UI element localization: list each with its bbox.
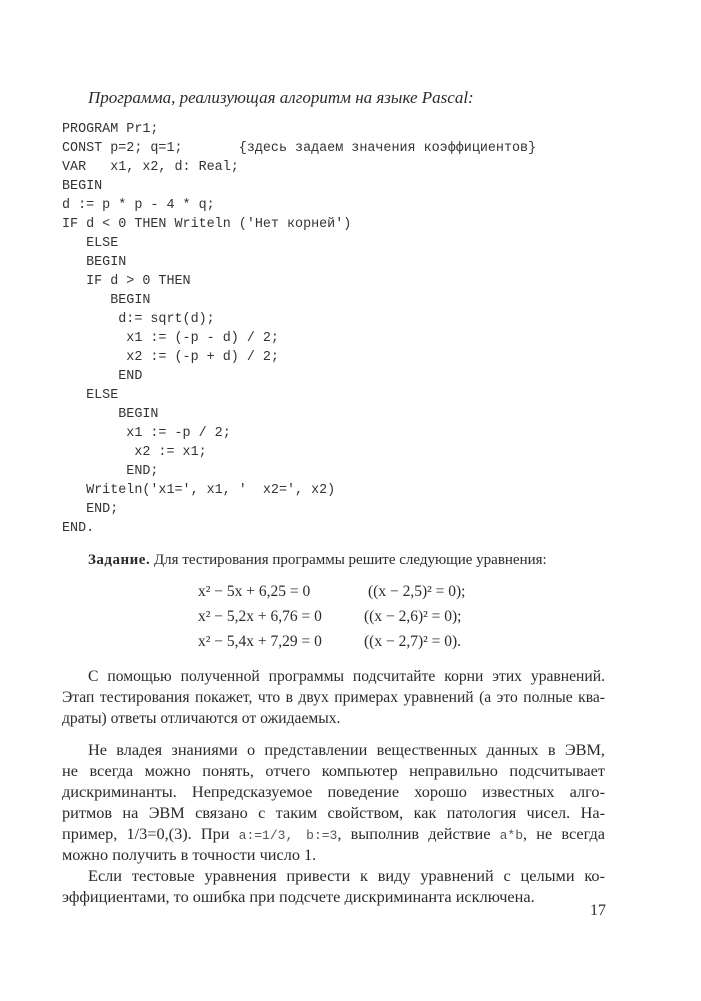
code-line: CONST p=2; q=1; {здесь задаем значения коэффициентов} (62, 141, 537, 156)
code-line: Writeln('x1=', x1, ' x2=', x2) (62, 483, 336, 498)
task-statement (88, 552, 547, 569)
code-line: BEGIN (62, 293, 151, 308)
equation-3: x² − 5,4x + 7,29 = 0 (198, 633, 322, 650)
code-line: BEGIN (62, 407, 159, 422)
equation-2-check: ((x − 2,6)² = 0); (364, 608, 462, 625)
equation-1-check: ((x − 2,5)² = 0); (368, 583, 466, 600)
program-heading: Программа, реализующая алгоритм на языке Pascal: (88, 88, 474, 107)
code-line: x2 := x1; (62, 445, 207, 460)
text-line: драты) ответы отличаются от ожидаемых. (62, 710, 341, 727)
code-line: ELSE (62, 236, 119, 251)
task-label: Задание. (88, 552, 151, 568)
text-line: Этап тестирования покажет, что в двух примерах уравнений (а это полные ква- (62, 689, 605, 706)
code-line: x1 := (-p - d) / 2; (62, 331, 279, 346)
code-line: END; (62, 502, 119, 517)
text-line: Если тестовые уравнения привести к виду уравнений с целыми ко- (88, 866, 605, 885)
equation-1: x² − 5x + 6,25 = 0 (198, 583, 311, 600)
code-line: IF d < 0 THEN Writeln ('Нет корней') (62, 217, 352, 232)
text-line: дискриминанты. Непредсказуемое поведение хорошо известных алго- (62, 782, 605, 801)
task-text: Для тестирования программы решите следующие уравнения: (150, 552, 547, 568)
pascal-code-listing (62, 120, 536, 538)
code-line: PROGRAM Pr1; (62, 122, 159, 137)
text-line: С помощью полученной программы подсчитайте корни этих уравнений. (88, 668, 605, 685)
text-line: не всегда можно понять, отчего компьютер неправильно подсчитывает (62, 761, 605, 780)
code-line: VAR x1, x2, d: Real; (62, 160, 239, 175)
code-line: d:= sqrt(d); (62, 312, 215, 327)
code-inline: a:=1/3, b:=3 (238, 828, 338, 843)
equation-3-check: ((x − 2,7)² = 0). (364, 633, 462, 650)
code-line: ELSE (62, 388, 119, 403)
text-span: , не всегда (523, 824, 605, 843)
code-line: END (62, 369, 143, 384)
text-line: эффициентами, то ошибка при подсчете дискриминанта исключена. (62, 887, 535, 906)
code-line: x1 := -p / 2; (62, 426, 231, 441)
text-span: пример, 1/3=0,(3). При (62, 824, 239, 843)
text-line: можно получить в точности число 1. (62, 845, 317, 864)
code-line: IF d > 0 THEN (62, 274, 191, 289)
code-line: BEGIN (62, 255, 127, 270)
code-line: x2 := (-p + d) / 2; (62, 350, 279, 365)
text-line (62, 823, 605, 844)
code-line: END. (62, 521, 95, 536)
code-line: BEGIN (62, 179, 103, 194)
code-line: END; (62, 464, 159, 479)
paragraph-testing (62, 666, 605, 729)
paragraph-integer-coefficients (62, 865, 605, 907)
equation-2: x² − 5,2x + 6,76 = 0 (198, 608, 322, 625)
paragraph-real-data (62, 739, 605, 865)
text-span: , выполнив действие (337, 824, 500, 843)
text-line: ритмов на ЭВМ связано с таким свойством, как патология чисел. На- (62, 803, 605, 822)
page-number: 17 (590, 902, 606, 919)
code-inline: a*b (499, 828, 524, 843)
code-line: d := p * p - 4 * q; (62, 198, 215, 213)
text-line: Не владея знаниями о представлении вещественных данных в ЭВМ, (88, 740, 605, 759)
